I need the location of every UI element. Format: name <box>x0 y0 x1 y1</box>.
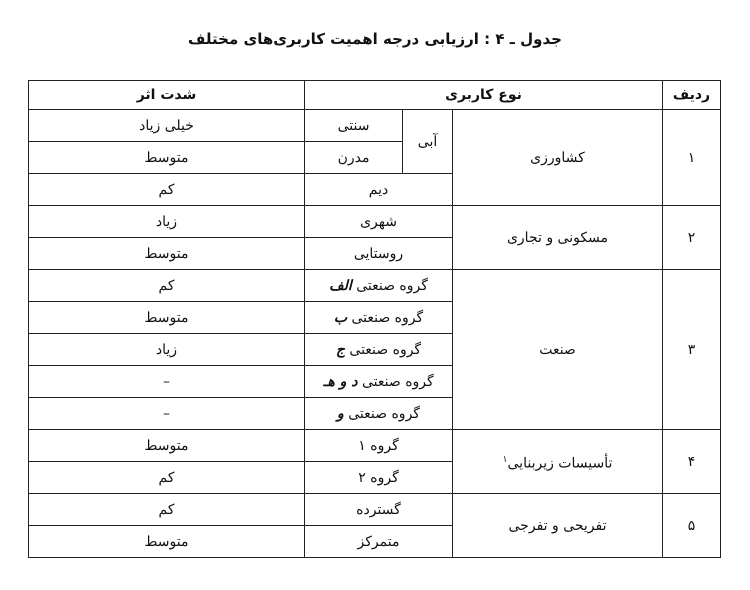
irrigated-cell: آبی <box>403 110 453 174</box>
severity-cell: متوسط <box>29 142 305 174</box>
subtype-prefix: گروه صنعتی <box>347 309 424 326</box>
usage-name: تفریحی و تفرجی <box>453 494 663 558</box>
header-row-number: ردیف <box>663 81 721 110</box>
subtype-cell <box>305 302 453 334</box>
table-row <box>29 430 721 462</box>
severity-cell: خیلی زیاد <box>29 110 305 142</box>
severity-cell: متوسط <box>29 430 305 462</box>
subtype-cell: گروه ۱ <box>305 430 453 462</box>
subtype-cell: روستایی <box>305 238 453 270</box>
table-row <box>29 270 721 302</box>
subtype-cell <box>305 398 453 430</box>
table-row <box>29 206 721 238</box>
row-number: ۱ <box>663 110 721 206</box>
severity-cell: زیاد <box>29 334 305 366</box>
header-row <box>29 81 721 110</box>
group-letter: ج <box>335 341 345 358</box>
subtype-prefix: گروه صنعتی <box>343 405 420 422</box>
subtype-cell: دیم <box>305 174 453 206</box>
subtype-cell <box>305 270 453 302</box>
subtype-cell: متمرکز <box>305 526 453 558</box>
subtype-cell: سنتی <box>305 110 403 142</box>
severity-cell: – <box>29 398 305 430</box>
subtype-prefix: گروه صنعتی <box>344 341 422 358</box>
group-letter: ب <box>333 309 348 326</box>
row-number: ۲ <box>663 206 721 270</box>
severity-cell: کم <box>29 494 305 526</box>
usage-importance-table <box>28 80 721 558</box>
subtype-cell: مدرن <box>305 142 403 174</box>
subtype-cell: گروه ۲ <box>305 462 453 494</box>
severity-cell: متوسط <box>29 238 305 270</box>
subtype-cell: شهری <box>305 206 453 238</box>
severity-cell: کم <box>29 174 305 206</box>
subtype-prefix: گروه صنعتی <box>351 277 428 294</box>
table-row <box>29 494 721 526</box>
usage-name-text: تأسیسات زیربنایی <box>507 455 613 472</box>
table-row <box>29 110 721 142</box>
severity-cell: – <box>29 366 305 398</box>
group-letter: و <box>337 405 344 422</box>
severity-cell: کم <box>29 270 305 302</box>
table-caption: جدول ـ ۴ : ارزیابی درجه اهمیت کاربری‌های مختلف <box>188 30 562 48</box>
subtype-cell <box>305 334 453 366</box>
footnote-marker: ۱ <box>502 454 508 465</box>
row-number: ۴ <box>663 430 721 494</box>
group-letter: د و هـ <box>323 373 358 390</box>
header-severity: شدت اثر <box>29 81 305 110</box>
severity-cell: متوسط <box>29 526 305 558</box>
severity-cell: متوسط <box>29 302 305 334</box>
usage-name: مسکونی و تجاری <box>453 206 663 270</box>
usage-name: کشاورزی <box>453 110 663 206</box>
severity-cell: زیاد <box>29 206 305 238</box>
usage-name: صنعت <box>453 270 663 430</box>
subtype-prefix: گروه صنعتی <box>357 373 434 390</box>
subtype-cell <box>305 366 453 398</box>
row-number: ۵ <box>663 494 721 558</box>
severity-cell: کم <box>29 462 305 494</box>
subtype-cell: گسترده <box>305 494 453 526</box>
usage-name <box>453 430 663 494</box>
header-usage-type: نوع کاربری <box>305 81 663 110</box>
group-letter: الف <box>329 277 352 294</box>
row-number: ۳ <box>663 270 721 430</box>
